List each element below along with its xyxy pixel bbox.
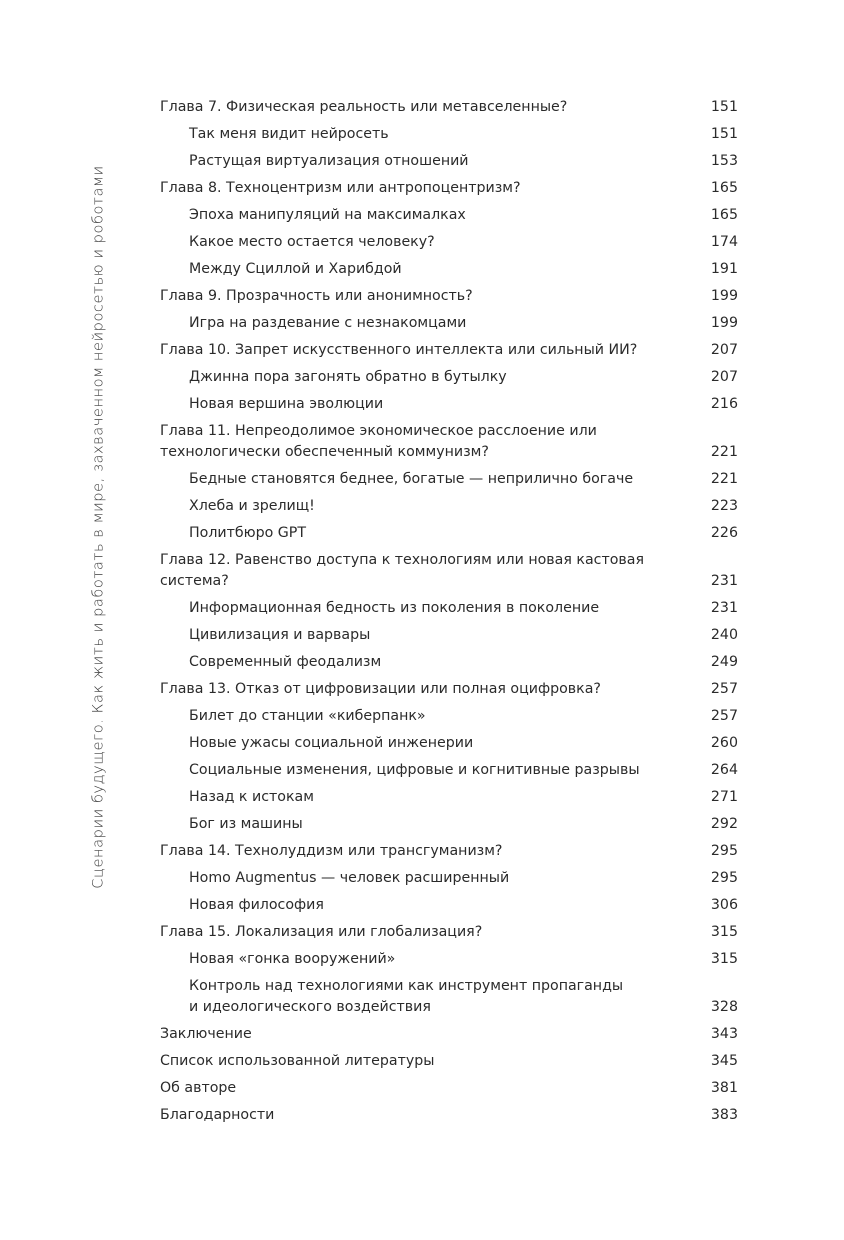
toc-section-entry[interactable] (160, 229, 738, 256)
toc-entry-title-line: и идеологического воздействия (189, 999, 431, 1015)
toc-entry-title-line: Игра на раздевание с незнакомцами (189, 315, 467, 331)
toc-section-entry[interactable] (160, 973, 738, 1021)
toc-section-entry[interactable] (160, 865, 738, 892)
toc-entry-page-number: 240 (710, 627, 738, 643)
toc-entry-title (189, 976, 688, 1018)
toc-entry-title-line: Новая «гонка вооружений» (189, 951, 396, 967)
toc-entry-page-number: 271 (710, 789, 738, 805)
toc-entry-page-number: 231 (710, 573, 738, 589)
toc-chapter-entry[interactable] (160, 1048, 738, 1075)
toc-entry-page-number: 221 (710, 471, 738, 487)
toc-entry-title-line: Так меня видит нейросеть (189, 126, 389, 142)
toc-section-entry[interactable] (160, 148, 738, 175)
toc-entry-page-number: 264 (710, 762, 738, 778)
toc-entry-page-number: 292 (710, 816, 738, 832)
toc-entry-title-line: Новые ужасы социальной инженерии (189, 735, 474, 751)
toc-entry-page-number: 383 (710, 1107, 738, 1123)
toc-entry-title (189, 523, 688, 544)
toc-entry-title (189, 625, 688, 646)
toc-entry-page-number: 207 (710, 342, 738, 358)
toc-section-entry[interactable] (160, 391, 738, 418)
toc-entry-title (189, 895, 688, 916)
toc-entry-title (189, 733, 688, 754)
toc-entry-page-number: 226 (710, 525, 738, 541)
toc-entry-page-number: 174 (710, 234, 738, 250)
toc-section-entry[interactable] (160, 622, 738, 649)
toc-entry-title-line: Джинна пора загонять обратно в бутылку (189, 369, 507, 385)
toc-entry-page-number: 207 (710, 369, 738, 385)
toc-section-entry[interactable] (160, 946, 738, 973)
toc-section-entry[interactable] (160, 493, 738, 520)
toc-entry-title (189, 760, 688, 781)
toc-section-entry[interactable] (160, 310, 738, 337)
toc-chapter-entry[interactable] (160, 283, 738, 310)
toc-entry-title-line: Глава 11. Непреодолимое экономическое расслоение или (160, 423, 597, 439)
toc-entry-page-number: 257 (710, 681, 738, 697)
toc-entry-page-number: 306 (710, 897, 738, 913)
toc-entry-title-line: система? (160, 573, 229, 589)
toc-entry-title-line: Список использованной литературы (160, 1053, 435, 1069)
toc-entry-title-line: Глава 13. Отказ от цифровизации или полная оцифровка? (160, 681, 601, 697)
toc-entry-page-number: 221 (710, 444, 738, 460)
toc-entry-page-number: 151 (710, 126, 738, 142)
toc-section-entry[interactable] (160, 649, 738, 676)
toc-entry-title (189, 496, 688, 517)
toc-entry-title (160, 97, 688, 118)
toc-entry-title-line: Назад к истокам (189, 789, 314, 805)
toc-chapter-entry[interactable] (160, 547, 738, 595)
toc-chapter-entry[interactable] (160, 838, 738, 865)
toc-entry-page-number: 295 (710, 870, 738, 886)
toc-entry-page-number: 199 (710, 288, 738, 304)
table-of-contents (160, 94, 738, 1129)
toc-entry-title (189, 868, 688, 889)
toc-entry-title (189, 367, 688, 388)
toc-entry-title (189, 787, 688, 808)
toc-entry-title-line: Современный феодализм (189, 654, 382, 670)
toc-chapter-entry[interactable] (160, 418, 738, 466)
toc-entry-page-number: 151 (710, 99, 738, 115)
toc-entry-page-number: 199 (710, 315, 738, 331)
toc-section-entry[interactable] (160, 784, 738, 811)
toc-entry-title (160, 550, 688, 592)
toc-section-entry[interactable] (160, 256, 738, 283)
toc-entry-title (160, 421, 688, 463)
toc-section-entry[interactable] (160, 202, 738, 229)
toc-entry-title-line: Контроль над технологиями как инструмент пропаганды (189, 978, 624, 994)
toc-chapter-entry[interactable] (160, 676, 738, 703)
toc-entry-page-number: 249 (710, 654, 738, 670)
toc-entry-title-line: Об авторе (160, 1080, 237, 1096)
toc-entry-page-number: 315 (710, 924, 738, 940)
toc-entry-title-line: Эпоха манипуляций на максималках (189, 207, 466, 223)
toc-entry-page-number: 191 (710, 261, 738, 277)
toc-entry-title (189, 814, 688, 835)
toc-entry-page-number: 257 (710, 708, 738, 724)
toc-entry-title-line: Растущая виртуализация отношений (189, 153, 469, 169)
toc-entry-title (160, 1078, 688, 1099)
toc-entry-page-number: 165 (710, 180, 738, 196)
toc-section-entry[interactable] (160, 364, 738, 391)
toc-chapter-entry[interactable] (160, 1102, 738, 1129)
toc-entry-title-line: Глава 10. Запрет искусственного интеллекта или сильный ИИ? (160, 342, 638, 358)
toc-entry-title (189, 706, 688, 727)
toc-chapter-entry[interactable] (160, 337, 738, 364)
toc-entry-page-number: 315 (710, 951, 738, 967)
toc-entry-title-line: технологически обеспеченный коммунизм? (160, 444, 489, 460)
toc-entry-title (160, 841, 688, 862)
toc-chapter-entry[interactable] (160, 1075, 738, 1102)
toc-entry-title-line: Благодарности (160, 1107, 275, 1123)
toc-entry-title-line: Политбюро GPT (189, 525, 307, 541)
toc-entry-title-line: Хлеба и зрелищ! (189, 498, 315, 514)
toc-entry-title-line: Между Сциллой и Харибдой (189, 261, 402, 277)
toc-section-entry[interactable] (160, 892, 738, 919)
toc-entry-title (160, 340, 688, 361)
toc-entry-title-line: Информационная бедность из поколения в поколение (189, 600, 600, 616)
toc-chapter-entry[interactable] (160, 94, 738, 121)
toc-entry-title-line: Цивилизация и варвары (189, 627, 371, 643)
toc-entry-title (189, 313, 688, 334)
toc-entry-title (160, 679, 688, 700)
toc-entry-title-line: Бог из машины (189, 816, 303, 832)
toc-entry-title-line: Глава 14. Технолуддизм или трансгуманизм? (160, 843, 503, 859)
toc-entry-title (189, 151, 688, 172)
toc-entry-title-line: Заключение (160, 1026, 252, 1042)
toc-entry-title (160, 178, 688, 199)
toc-entry-title (189, 394, 688, 415)
toc-entry-title (189, 232, 688, 253)
toc-section-entry[interactable] (160, 595, 738, 622)
toc-section-entry[interactable] (160, 121, 738, 148)
toc-entry-title-line: Глава 9. Прозрачность или анонимность? (160, 288, 473, 304)
running-title: Сценарии будущего. Как жить и работать в мире, захваченном нейросетью и роботами (89, 165, 107, 889)
toc-chapter-entry[interactable] (160, 1021, 738, 1048)
toc-entry-title-line: Новая философия (189, 897, 324, 913)
toc-entry-page-number: 345 (710, 1053, 738, 1069)
toc-entry-page-number: 216 (710, 396, 738, 412)
toc-entry-title-line: Глава 8. Техноцентризм или антропоцентризм? (160, 180, 521, 196)
toc-entry-title (189, 124, 688, 145)
toc-entry-title (189, 949, 688, 970)
toc-entry-title (189, 259, 688, 280)
toc-entry-title-line: Бедные становятся беднее, богатые — неприлично богаче (189, 471, 634, 487)
toc-section-entry[interactable] (160, 730, 738, 757)
toc-entry-title (160, 1024, 688, 1045)
toc-entry-title (189, 205, 688, 226)
toc-entry-title (189, 652, 688, 673)
toc-entry-page-number: 328 (710, 999, 738, 1015)
toc-entry-title-line: Какое место остается человеку? (189, 234, 435, 250)
toc-entry-title (160, 1105, 688, 1126)
toc-entry-title-line: Социальные изменения, цифровые и когнитивные разрывы (189, 762, 640, 778)
toc-section-entry[interactable] (160, 703, 738, 730)
toc-entry-page-number: 260 (710, 735, 738, 751)
toc-entry-title (160, 922, 688, 943)
toc-entry-title-line: Глава 12. Равенство доступа к технологиям или новая кастовая (160, 552, 644, 568)
toc-entry-page-number: 343 (710, 1026, 738, 1042)
toc-entry-title (189, 469, 688, 490)
toc-section-entry[interactable] (160, 520, 738, 547)
toc-entry-page-number: 231 (710, 600, 738, 616)
toc-entry-title-line: Глава 15. Локализация или глобализация? (160, 924, 483, 940)
toc-entry-page-number: 223 (710, 498, 738, 514)
toc-entry-title-line: Билет до станции «киберпанк» (189, 708, 426, 724)
toc-entry-title-line: Новая вершина эволюции (189, 396, 384, 412)
toc-entry-page-number: 295 (710, 843, 738, 859)
toc-entry-title-line: Глава 7. Физическая реальность или метавселенные? (160, 99, 568, 115)
toc-section-entry[interactable] (160, 757, 738, 784)
toc-entry-page-number: 153 (710, 153, 738, 169)
toc-entry-page-number: 381 (710, 1080, 738, 1096)
toc-chapter-entry[interactable] (160, 175, 738, 202)
toc-entry-title (160, 286, 688, 307)
toc-chapter-entry[interactable] (160, 919, 738, 946)
toc-entry-page-number: 165 (710, 207, 738, 223)
toc-section-entry[interactable] (160, 811, 738, 838)
toc-section-entry[interactable] (160, 466, 738, 493)
toc-entry-title-line: Homo Augmentus — человек расширенный (189, 870, 510, 886)
toc-entry-title (160, 1051, 688, 1072)
toc-entry-title (189, 598, 688, 619)
